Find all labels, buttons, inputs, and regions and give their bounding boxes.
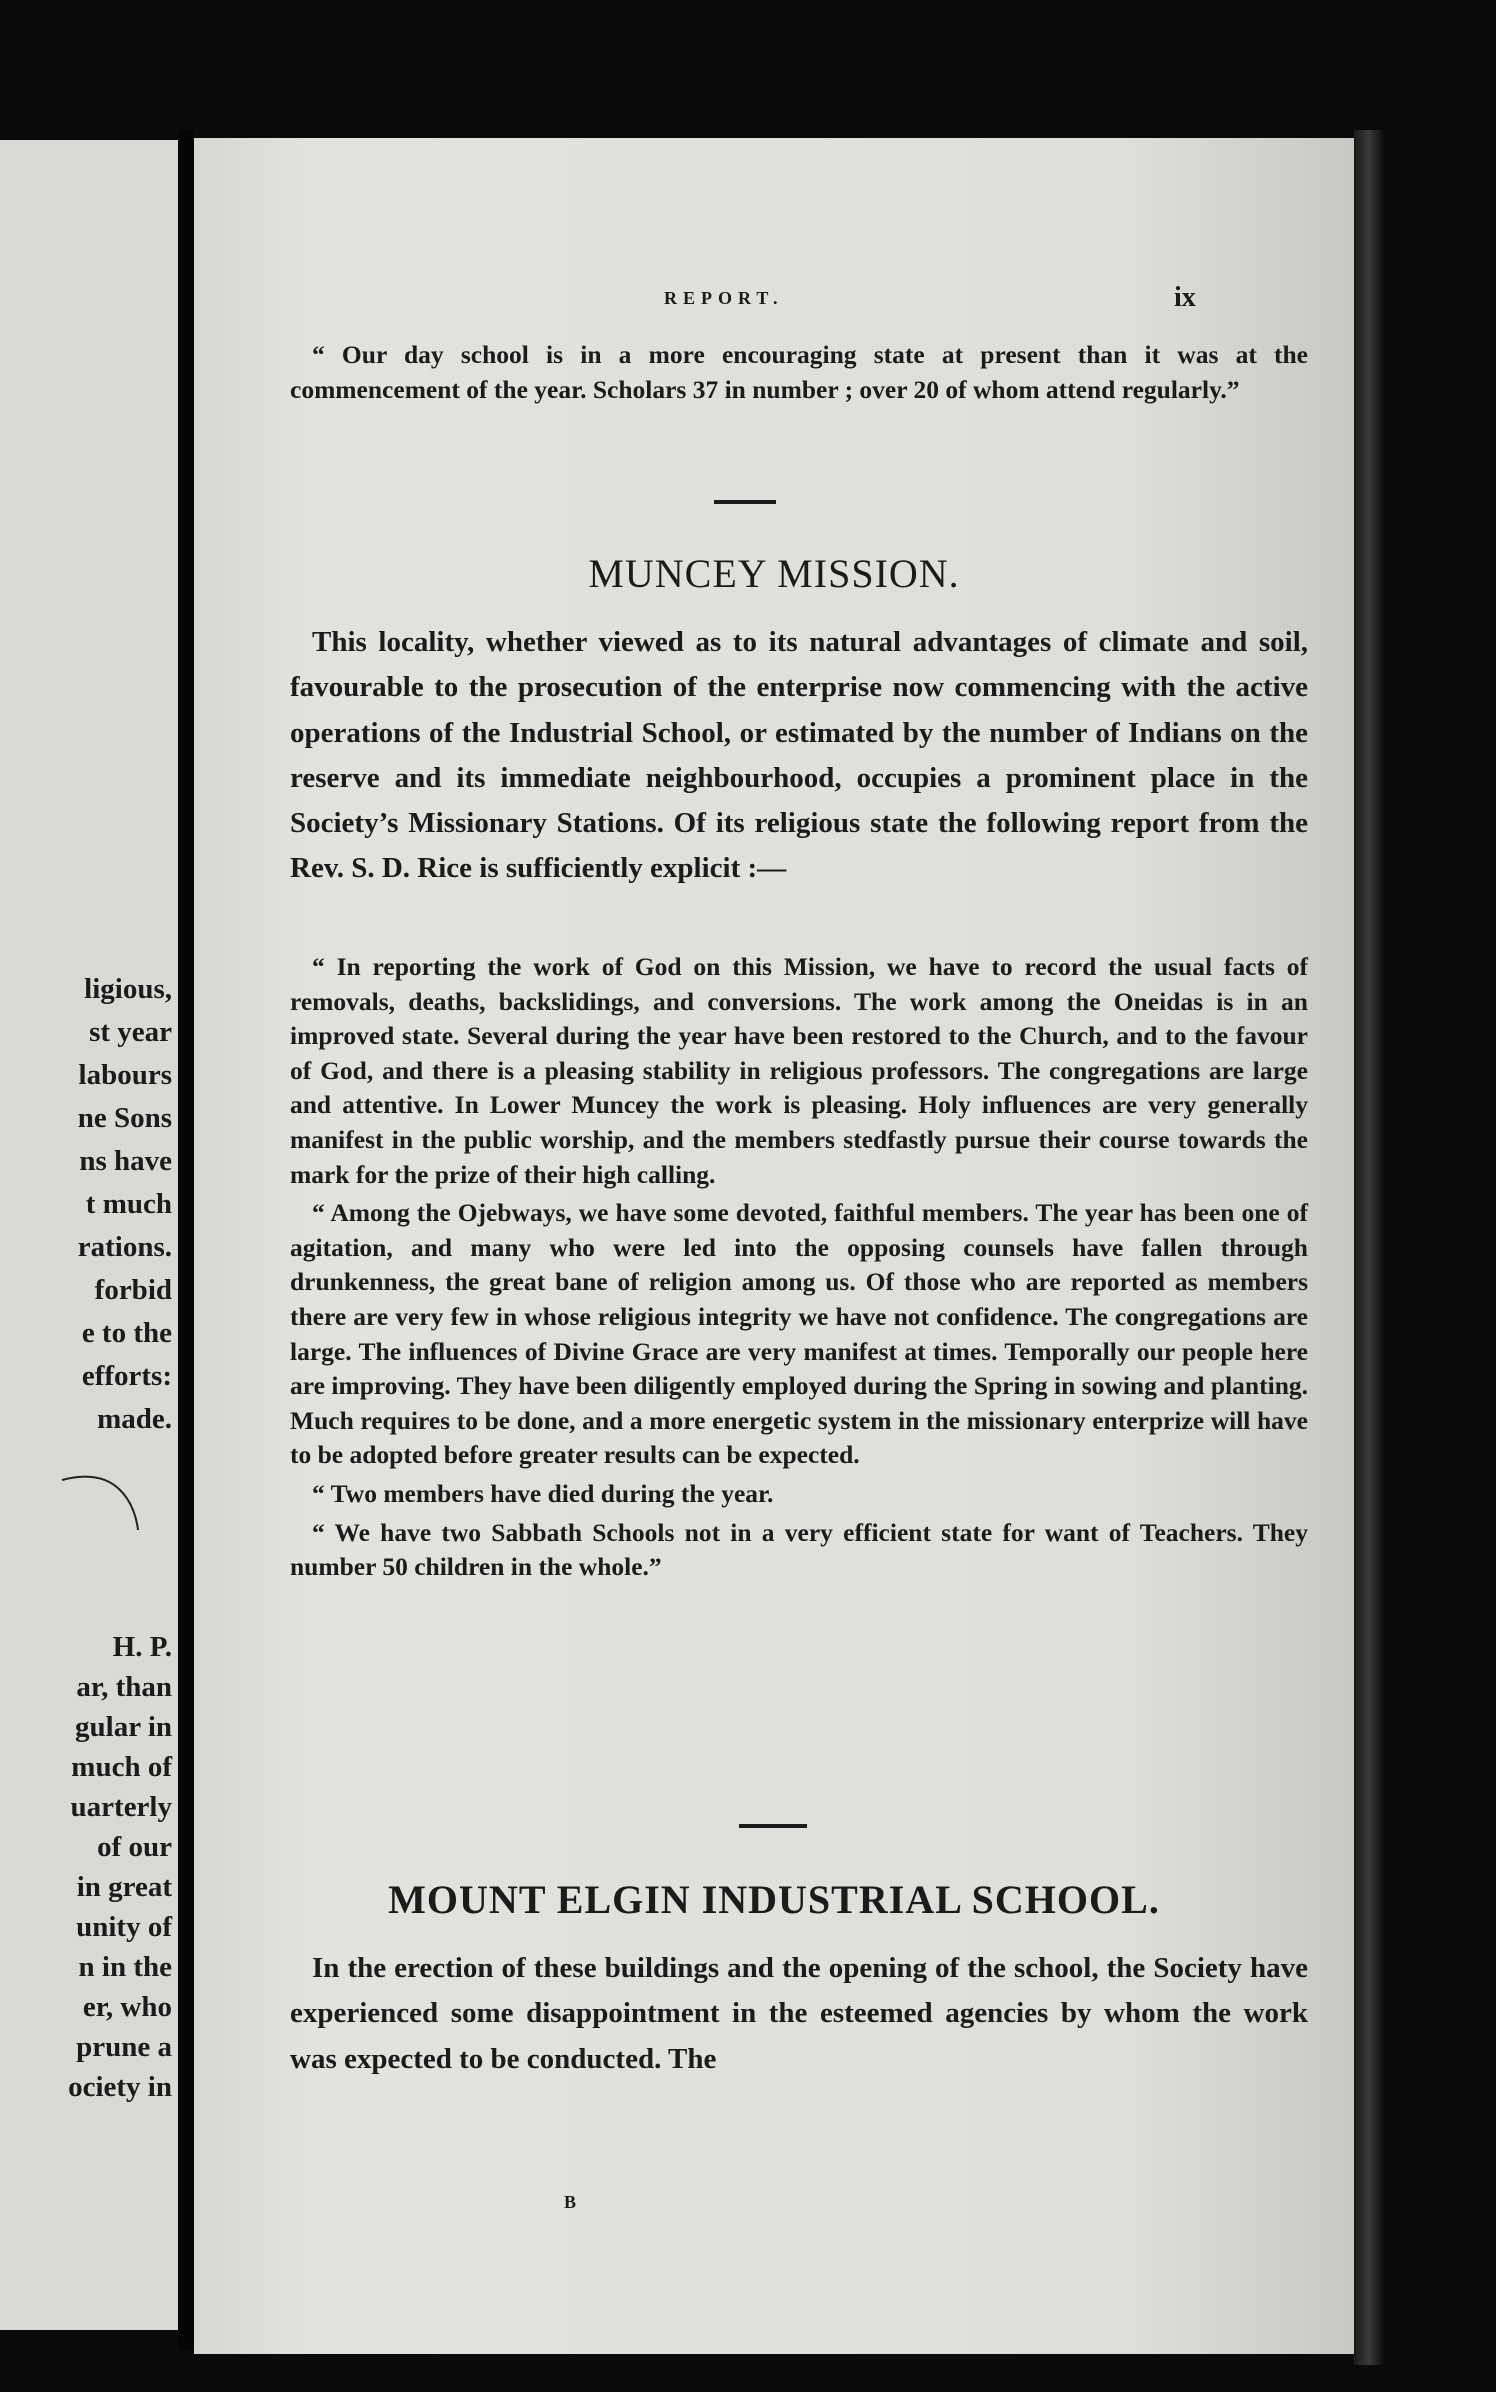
report-page xyxy=(194,138,1354,2354)
rice-report-quote xyxy=(290,950,1308,1585)
left-page-line: labours xyxy=(78,1059,172,1091)
left-page-line: ligious, xyxy=(84,973,172,1005)
opening-quote xyxy=(290,338,1308,407)
left-page-line: H. P. xyxy=(112,1631,172,1663)
quote-paragraph: “ We have two Sabbath Schools not in a very efficient state for want of Teachers. They number 50 children in the whole.” xyxy=(290,1517,1308,1582)
left-page-line: efforts: xyxy=(81,1360,172,1392)
quote-paragraph: “ Two members have died during the year. xyxy=(312,1478,774,1508)
page-edge-shadow xyxy=(1354,130,1384,2365)
left-page-line: t much xyxy=(85,1188,172,1220)
left-page-line: unity of xyxy=(76,1911,172,1943)
left-page-line: much of xyxy=(71,1751,172,1783)
section-divider xyxy=(714,500,776,504)
left-page-line: forbid xyxy=(94,1274,172,1306)
section-heading-muncey: MUNCEY MISSION. xyxy=(588,551,960,596)
quote-paragraph: “ In reporting the work of God on this Mission, we have to record the usual facts of removals, deaths, backslidings, and conversions. The work among the Oneidas is in an improved state. Several during the year have been restored to the Church, and to the favour of God, and there is a pleasing stability in religious professors. The congregations are large and attentive. In Lower Muncey the work is pleasing. Holy influences are very generally manifest in the public worship, and the members stedfastly pursue their course towards the mark for the prize of their high calling. xyxy=(290,952,1308,1189)
left-page-line: uarterly xyxy=(70,1791,172,1823)
running-head: REPORT. xyxy=(664,288,784,308)
left-page-line: of our xyxy=(97,1831,172,1863)
left-page-line: rations. xyxy=(77,1231,172,1263)
left-page-line: n in the xyxy=(78,1951,172,1983)
signature-mark: B xyxy=(564,2192,577,2212)
section-divider xyxy=(739,1824,807,1828)
left-page-line: st year xyxy=(89,1016,172,1048)
opening-quote-text: “ Our day school is in a more encouraging state at present than it was at the commencement of the year. Scholars 37 in number ; over 20 of whom attend regularly.” xyxy=(290,340,1308,404)
left-page-line: ociety in xyxy=(68,2071,172,2103)
mount-elgin-intro-text: In the erection of these buildings and the opening of the school, the Society have experienced some disappointment in the esteemed agencies by whom the work was expected to be conducted. The xyxy=(290,1952,1308,2075)
left-page-line: e to the xyxy=(81,1317,172,1349)
left-page-line: made. xyxy=(97,1403,172,1435)
left-page-line: gular in xyxy=(75,1711,172,1743)
left-page-line: ar, than xyxy=(76,1671,172,1703)
book-gutter xyxy=(178,130,194,2350)
muncey-intro xyxy=(290,620,1308,892)
page-number: ix xyxy=(1174,282,1196,313)
left-page-line: er, who xyxy=(82,1991,172,2023)
muncey-intro-text: This locality, whether viewed as to its natural advantages of climate and soil, favourable to the prosecution of the enterprise now commencing with the active operations of the Industrial School, or estimated by the number of Indians on the reserve and its immediate neighbourhood, occupies a prominent place in the Society’s Missionary Stations. Of its religious state the following report from the Rev. S. D. Rice is sufficiently explicit :— xyxy=(290,626,1308,885)
left-page-line: in great xyxy=(76,1871,172,1903)
left-page-line: prune a xyxy=(76,2031,172,2063)
page-header xyxy=(194,282,1354,328)
left-page-fragment xyxy=(0,140,178,2330)
section-heading-mount-elgin: MOUNT ELGIN INDUSTRIAL SCHOOL. xyxy=(388,1877,1160,1922)
quote-paragraph: “ Among the Ojebways, we have some devoted, faithful members. The year has been one of agitation, and many who were led into the opposing counsels have fallen through drunkenness, the great bane of religion among us. Of those who are reported as members there are very few in whose religious integrity we have not confidence. The congregations are large. The influences of Divine Grace are very manifest at times. Temporally our people here are improving. They have been diligently employed during the Spring in sowing and planting. Much requires to be done, and a more energetic system in the missionary enterprize will have to be adopted before greater results can be expected. xyxy=(290,1198,1308,1470)
mount-elgin-intro xyxy=(290,1946,1308,2082)
left-page-line: ne Sons xyxy=(77,1102,172,1134)
left-page-line: ns have xyxy=(79,1145,172,1177)
rule-mark-icon xyxy=(60,1460,170,1540)
